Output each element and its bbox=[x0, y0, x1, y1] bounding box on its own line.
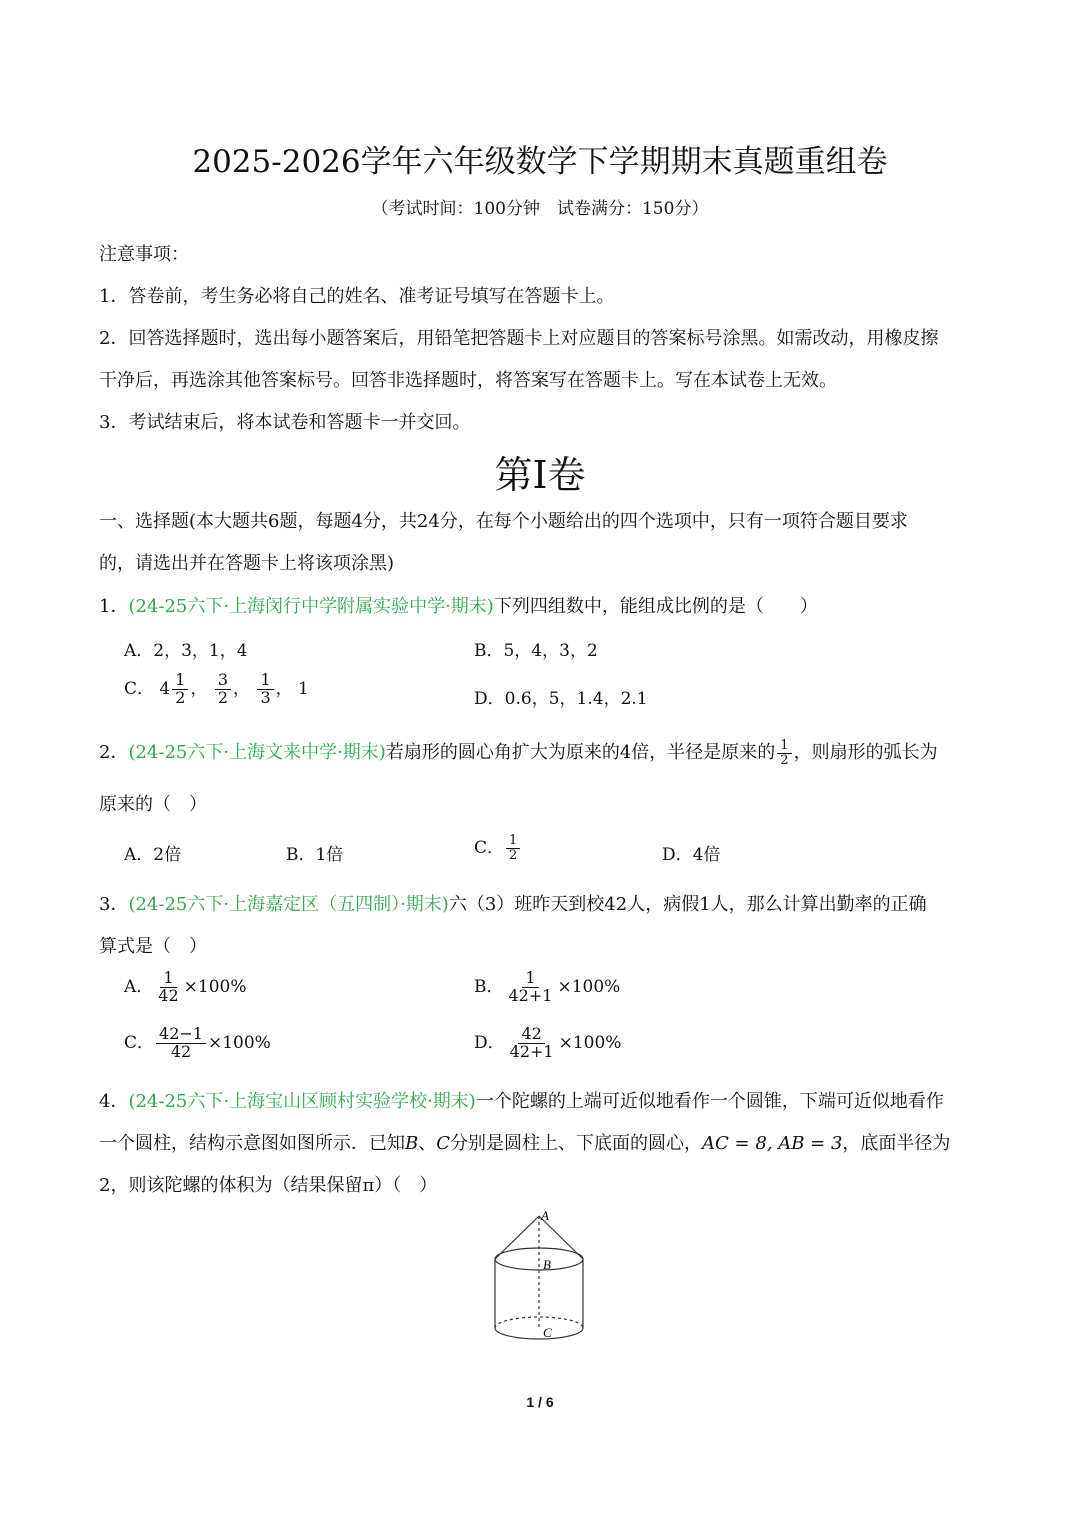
bottom-base-front bbox=[495, 1328, 583, 1339]
option-a: A．2，3，1，4 bbox=[124, 641, 248, 661]
point-c-label: C bbox=[543, 1325, 552, 1340]
exam-info: （考试时间：100分钟 试卷满分：150分） bbox=[371, 199, 709, 219]
volume-title: 第Ⅰ卷 bbox=[494, 453, 586, 497]
question-stem: 2，则该陀螺的体积为（结果保留π）（ ） bbox=[99, 1175, 438, 1196]
spinning-top-diagram bbox=[484, 1204, 594, 1344]
question-3: 3．(24-25六下·上海嘉定区（五四制）·期末)六（3）班昨天到校42人，病假1人，那么计算出勤率的正确 bbox=[99, 894, 927, 915]
question-2: 2．(24-25六下·上海文来中学·期末)若扇形的圆心角扩大为原来的4倍，半径是原来的 $\frac{1}{2}$ ，则扇形的弧长为 bbox=[99, 737, 938, 768]
question-stem: 算式是（ ） bbox=[99, 936, 207, 957]
notice-item: 干净后，再选涂其他答案标号。回答非选择题时，将答案写在答题卡上。写在本试卷上无效。 bbox=[99, 370, 837, 391]
question-source: (24-25六下·上海文来中学·期末) bbox=[128, 742, 386, 763]
notice-item: 1．答卷前，考生务必将自己的姓名、准考证号填写在答题卡上。 bbox=[99, 286, 615, 307]
section-heading: 一、选择题(本大题共6题，每题4分，共24分，在每个小题给出的四个选项中，只有一项符合题目要求 bbox=[99, 511, 908, 532]
option-b: B． $\frac{1}{42+1}$ ×100% bbox=[474, 968, 621, 1005]
question-1 bbox=[99, 592, 818, 618]
notice-heading: 注意事项： bbox=[99, 244, 189, 265]
option-d: D．0.6，5，1.4，2.1 bbox=[474, 689, 648, 709]
question-stem: 原来的（ ） bbox=[99, 794, 207, 815]
option-a: A． $\frac{1}{42}$ ×100% bbox=[124, 968, 247, 1005]
page-number: 1 / 6 bbox=[526, 1394, 554, 1410]
notice-item: 2．回答选择题时，选出每小题答案后，用铅笔把答题卡上对应题目的答案标号涂黑。如需改动，用橡皮擦 bbox=[99, 328, 939, 349]
option-b: B．5，4，3，2 bbox=[474, 641, 598, 661]
question-number: 1． bbox=[99, 596, 129, 617]
question-source: (24-25六下·上海嘉定区（五四制）·期末) bbox=[128, 894, 449, 915]
question-source: (24-25六下·上海闵行中学附属实验中学·期末) bbox=[128, 596, 494, 617]
option-b: B．1倍 bbox=[286, 845, 344, 865]
option-c: C． $\frac{42-1}{42}$ ×100% bbox=[124, 1024, 271, 1061]
question-4: 4．(24-25六下·上海宝山区顾村实验学校·期末)一个陀螺的上端可近似地看作一个圆锥，下端可近似地看作 bbox=[99, 1091, 944, 1112]
option-c: C． 4 $\frac{1}{2}$ ， $\frac{3}{2}$ ， $\frac{1}{3}$ ， 1 bbox=[124, 670, 309, 707]
question-stem: 一个圆柱，结构示意图如图所示．已知B、C分别是圆柱上、下底面的圆心，AC = 8, AB = 3，底面半径为 bbox=[99, 1133, 951, 1154]
question-stem: 下列四组数中，能组成比例的是（ ） bbox=[493, 596, 818, 617]
option-a: A．2倍 bbox=[124, 845, 182, 865]
point-b-label: B bbox=[543, 1257, 551, 1272]
option-d: D．4倍 bbox=[662, 845, 721, 865]
notice-item: 3．考试结束后，将本试卷和答题卡一并交回。 bbox=[99, 412, 471, 433]
question-source: (24-25六下·上海宝山区顾村实验学校·期末) bbox=[128, 1091, 476, 1112]
page-title: 2025-2026学年六年级数学下学期期末真题重组卷 bbox=[192, 144, 888, 180]
option-c: C． $\frac{1}{2}$ bbox=[474, 833, 522, 863]
option-d: D． $\frac{42}{42+1}$ ×100% bbox=[474, 1024, 622, 1061]
section-heading: 的，请选出并在答题卡上将该项涂黑) bbox=[99, 553, 395, 574]
point-a-label: A bbox=[541, 1208, 549, 1223]
